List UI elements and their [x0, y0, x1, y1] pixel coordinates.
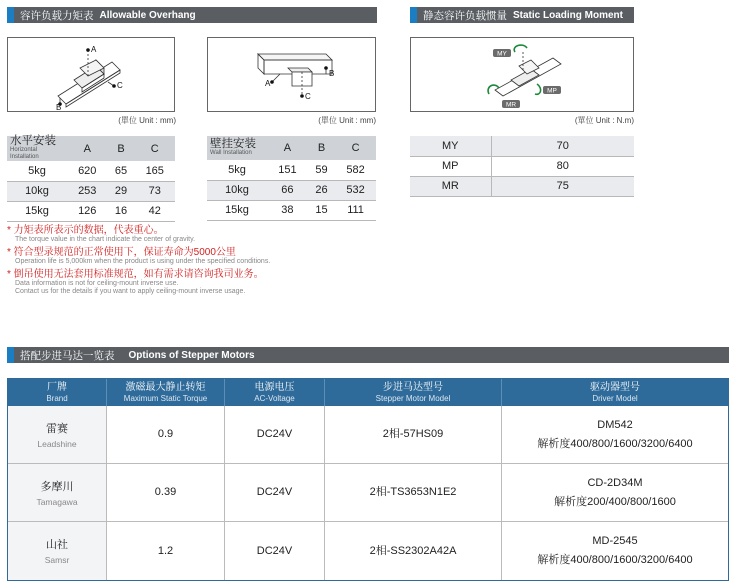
driver-resolution: 解析度200/400/800/1600 — [554, 495, 676, 508]
row-b: 59 — [308, 160, 335, 180]
table-row — [410, 176, 634, 196]
col-a: A — [67, 136, 107, 161]
table-header-row — [8, 379, 728, 406]
torque-cell: 0.9 — [107, 406, 225, 464]
moment-name: MR — [410, 176, 491, 196]
header-cn: 激磁最大静止转矩 — [125, 381, 206, 393]
point-a-icon — [86, 48, 90, 52]
table-row — [7, 181, 175, 201]
row-c: 111 — [335, 200, 376, 220]
torque-cell: 0.39 — [107, 464, 225, 522]
wall-header-en: Wall Installation — [210, 150, 252, 156]
header-brand — [8, 379, 107, 406]
notes-block — [7, 225, 507, 296]
row-load: 10kg — [7, 181, 67, 201]
col-a: A — [267, 136, 308, 160]
wall-header-cn: 壁挂安装 — [210, 138, 256, 150]
wall-slide-drawing — [208, 38, 375, 111]
row-c: 532 — [335, 180, 376, 200]
voltage-cell: DC24V — [225, 406, 325, 464]
wall-unit-label: (單位 Unit : mm) — [318, 116, 376, 125]
label-mp: MP — [547, 87, 557, 95]
label-b: B — [329, 69, 335, 78]
row-b: 16 — [107, 201, 134, 221]
table-row — [207, 160, 376, 180]
driver-model: CD-2D34M — [587, 476, 643, 489]
table-row — [8, 464, 728, 522]
header-motor-model — [325, 379, 502, 406]
note-cn: * 倒吊使用无法套用标准规范，如有需求请咨询我司业务。 — [7, 269, 264, 280]
brand-cell — [8, 406, 107, 464]
table-row — [207, 180, 376, 200]
motors-section-header — [7, 347, 729, 363]
table-header-row — [207, 136, 376, 160]
header-voltage — [225, 379, 325, 406]
header-cn: 厂牌 — [47, 381, 67, 393]
overhang-title-en: Allowable Overhang — [99, 9, 196, 21]
point-a-icon — [270, 80, 274, 84]
static-moment-section-header — [410, 7, 634, 23]
row-b: 26 — [308, 180, 335, 200]
note-en: Contact us for the details if you want to apply ceiling-mount inverse usage. — [15, 288, 246, 295]
point-c-icon — [300, 94, 304, 98]
horizontal-installation-diagram — [7, 37, 175, 112]
table-row — [8, 406, 728, 464]
row-b: 65 — [107, 161, 134, 181]
brand-en: Leadshine — [37, 438, 77, 449]
moment-value: 75 — [491, 176, 634, 196]
stepper-motor-table — [7, 378, 729, 581]
row-a: 620 — [67, 161, 107, 181]
static-moment-diagram — [410, 37, 634, 112]
moment-name: MP — [410, 156, 491, 176]
torque-cell: 1.2 — [107, 522, 225, 580]
label-mr: MR — [505, 101, 517, 109]
label-my: MY — [497, 50, 507, 58]
static-moment-title-en: Static Loading Moment — [513, 9, 623, 21]
table-row — [7, 201, 175, 221]
driver-cell — [502, 522, 728, 580]
moment-value: 70 — [491, 136, 634, 156]
row-a: 253 — [67, 181, 107, 201]
horizontal-slide-drawing — [8, 38, 174, 111]
col-b: B — [107, 136, 134, 161]
row-load: 5kg — [7, 161, 67, 181]
wall-overhang-table — [207, 136, 376, 221]
motor-model-cell: 2相-57HS09 — [325, 406, 502, 464]
row-a: 126 — [67, 201, 107, 221]
header-en: Driver Model — [592, 393, 638, 403]
brand-cell — [8, 464, 107, 522]
horizontal-header-cn: 水平安装 — [10, 135, 56, 147]
wall-installation-diagram — [207, 37, 376, 112]
brand-cn: 山社 — [46, 539, 68, 551]
row-b: 29 — [107, 181, 134, 201]
brand-cell — [8, 522, 107, 580]
driver-model: DM542 — [597, 418, 633, 431]
moment-unit-label: (單位 Unit : N.m) — [574, 116, 634, 125]
row-load: 15kg — [7, 201, 67, 221]
section-marker — [7, 347, 14, 363]
moment-slide-drawing — [411, 38, 633, 111]
table-row — [410, 136, 634, 156]
header-en: Maximum Static Torque — [123, 393, 208, 403]
row-c: 165 — [135, 161, 176, 181]
brand-en: Samsr — [44, 555, 70, 565]
mp-rotation-arrow-icon — [535, 84, 541, 94]
header-en: Stepper Motor Model — [375, 393, 451, 403]
section-marker — [7, 7, 14, 23]
col-b: B — [308, 136, 335, 160]
label-c: C — [305, 92, 311, 101]
row-a: 151 — [267, 160, 308, 180]
header-torque — [107, 379, 225, 406]
horizontal-overhang-table — [7, 136, 175, 222]
table-header-row — [7, 136, 175, 161]
horizontal-header — [7, 136, 67, 161]
header-en: Brand — [46, 393, 68, 403]
col-c: C — [335, 136, 376, 160]
static-moment-title-cn: 静态容许负载惯量 — [423, 9, 507, 22]
row-c: 582 — [335, 160, 376, 180]
header-driver-model — [502, 379, 728, 406]
overhang-unit-label: (單位 Unit : mm) — [118, 116, 176, 125]
motor-model-cell: 2相-TS3653N1E2 — [325, 464, 502, 522]
row-load: 15kg — [207, 200, 267, 220]
note-cn: * 力矩表所表示的数据，代表重心。 — [7, 225, 164, 236]
header-cn: 步进马达型号 — [383, 381, 443, 393]
wall-header — [207, 136, 267, 160]
overhang-title-cn: 容许负载力矩表 — [20, 9, 94, 22]
driver-cell — [502, 464, 728, 522]
label-a: A — [265, 79, 271, 88]
row-a: 66 — [267, 180, 308, 200]
point-b-icon — [324, 66, 328, 70]
driver-resolution: 解析度400/800/1600/3200/6400 — [537, 437, 693, 450]
driver-cell — [502, 406, 728, 464]
driver-model: MD-2545 — [592, 535, 638, 547]
table-row — [8, 522, 728, 580]
label-a: A — [91, 45, 97, 54]
overhang-section-header — [7, 7, 377, 23]
header-cn: 电源电压 — [254, 381, 295, 393]
table-row — [410, 156, 634, 176]
col-c: C — [135, 136, 176, 161]
note-en: The torque value in the chart indicate the center of gravity. — [15, 236, 196, 243]
voltage-cell: DC24V — [225, 522, 325, 580]
point-c-icon — [112, 84, 116, 88]
row-b: 15 — [308, 200, 335, 220]
note-en: Data information is not for ceiling-mount inverse use. — [15, 280, 179, 287]
note-cn: * 符合型录规范的正常使用下，保证寿命为5000公里 — [7, 247, 236, 258]
static-moment-table — [410, 136, 634, 197]
label-b: B — [56, 103, 62, 111]
brand-en: Tamagawa — [36, 496, 78, 507]
brand-cn: 雷赛 — [46, 422, 68, 435]
header-cn: 驱动器型号 — [590, 381, 640, 393]
row-c: 73 — [135, 181, 176, 201]
motors-title-en: Options of Stepper Motors — [128, 349, 255, 361]
my-rotation-arrow-icon — [514, 45, 527, 52]
row-load: 10kg — [207, 180, 267, 200]
moment-value: 80 — [491, 156, 634, 176]
voltage-cell: DC24V — [225, 464, 325, 522]
brand-cn: 多摩川 — [40, 480, 74, 493]
table-row — [7, 161, 175, 181]
moment-name: MY — [410, 136, 491, 156]
driver-resolution: 解析度400/800/1600/3200/6400 — [537, 554, 693, 566]
note-en: Operation life is 5,000km when the product is using under the specified conditions. — [15, 258, 271, 265]
header-en: AC-Voltage — [254, 393, 295, 403]
row-c: 42 — [135, 201, 176, 221]
horizontal-header-en: Horizontal Installation — [10, 147, 39, 160]
label-c: C — [117, 81, 123, 90]
motor-model-cell: 2相-SS2302A42A — [325, 522, 502, 580]
section-marker — [410, 7, 417, 23]
row-load: 5kg — [207, 160, 267, 180]
table-row — [207, 200, 376, 220]
mr-rotation-arrow-icon — [488, 85, 499, 94]
row-a: 38 — [267, 200, 308, 220]
motors-title-cn: 搭配步进马达一览表 — [20, 349, 115, 362]
